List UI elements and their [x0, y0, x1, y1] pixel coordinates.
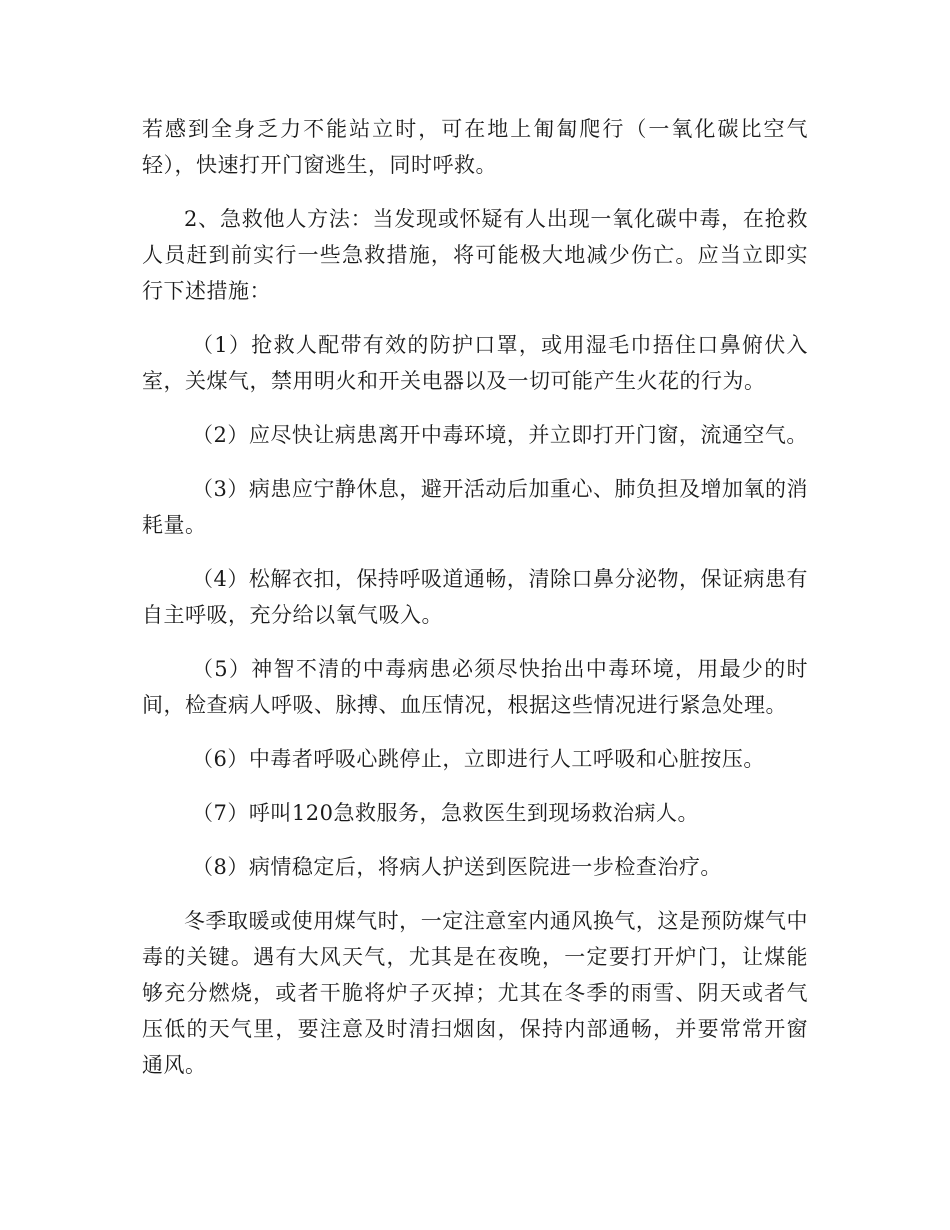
- paragraph-measure-4: （4）松解衣扣，保持呼吸道通畅，清除口鼻分泌物，保证病患有自主呼吸，充分给以氧气吸入。: [142, 567, 808, 627]
- paragraph-measure-3: （3）病患应宁静休息，避开活动后加重心、肺负担及增加氧的消耗量。: [142, 477, 808, 537]
- document-body: [142, 111, 808, 1101]
- paragraph-measure-5: （5）神智不清的中毒病患必须尽快抬出中毒环境，用最少的时间，检查病人呼吸、脉搏、血压情况，根据这些情况进行紧急处理。: [142, 657, 808, 717]
- paragraph-measure-7: （7）呼叫120急救服务，急救医生到现场救治病人。: [192, 801, 699, 825]
- paragraph-measure-1: （1）抢救人配带有效的防护口罩，或用湿毛巾捂住口鼻俯伏入室，关煤气，禁用明火和开关电器以及一切可能产生火花的行为。: [142, 333, 808, 393]
- paragraph-self-rescue: 若感到全身乏力不能站立时，可在地上匍匐爬行（一氧化碳比空气轻），快速打开门窗逃生，同时呼救。: [142, 117, 808, 177]
- paragraph-winter-prevention: 冬季取暖或使用煤气时，一定注意室内通风换气，这是预防煤气中毒的关键。遇有大风天气，尤其是在夜晚，一定要打开炉门，让煤能够充分燃烧，或者干脆将炉子灭掉；尤其在冬季的雨雪、阴天或者气压低的天气里，要注意及时清扫烟囱，保持内部通畅，并要常常开窗通风。: [142, 909, 808, 1077]
- paragraph-measure-2: （2）应尽快让病患离开中毒环境，并立即打开门窗，流通空气。: [192, 423, 808, 447]
- paragraph-rescue-others-intro: 2、急救他人方法：当发现或怀疑有人出现一氧化碳中毒，在抢救人员赶到前实行一些急救措施，将可能极大地减少伤亡。应当立即实行下述措施：: [142, 207, 808, 303]
- paragraph-measure-8: （8）病情稳定后，将病人护送到医院进一步检查治疗。: [192, 855, 722, 879]
- paragraph-measure-6: （6）中毒者呼吸心跳停止，立即进行人工呼吸和心脏按压。: [192, 747, 765, 771]
